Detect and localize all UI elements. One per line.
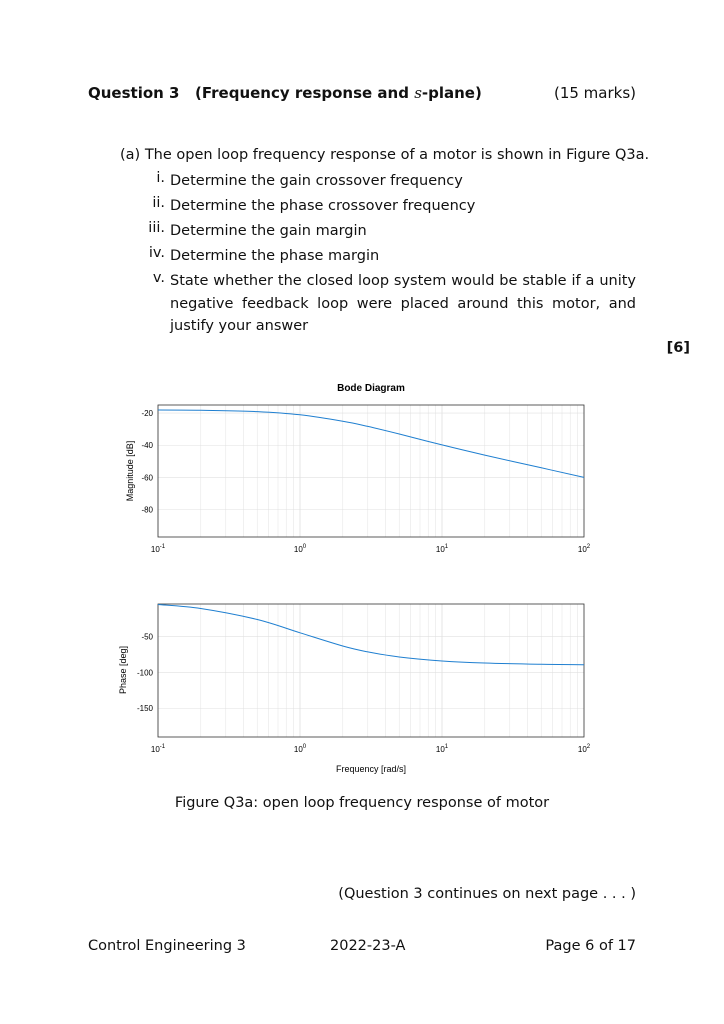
question-label: Question 3 [88,84,180,102]
x-tick-label [436,544,449,554]
magnitude-y-ticks [141,409,153,515]
x-tick-base: 10 [435,745,445,754]
x-tick-exp: 1 [444,744,449,750]
magnitude-ylabel: Magnitude [dB] [125,440,135,502]
footer-course: Control Engineering 3 [88,938,246,954]
item-text: State whether the closed loop system would be stable if a unity negative feedback loop were placed around this motor, and justify your answer [170,273,636,334]
y-tick-label: -50 [141,632,153,642]
phase-x-ticks [151,744,591,754]
item-num: i. [156,170,165,186]
item-text: Determine the gain crossover frequency [170,173,463,189]
x-tick-base: 10 [435,545,445,554]
x-tick-exp: 0 [302,744,307,750]
part-a-marks: [6] [666,340,690,356]
x-tick-label [436,744,449,754]
magnitude-grid [158,405,584,537]
magnitude-curve [158,410,584,477]
x-tick-label [294,544,307,554]
phase-plot [118,604,591,754]
x-tick-base: 10 [293,745,303,754]
footer-code: 2022-23-A [330,938,406,954]
x-tick-label [578,544,591,554]
y-tick-label: -60 [141,473,153,483]
magnitude-x-ticks [151,544,591,554]
item-text: Determine the phase margin [170,248,380,264]
item-text: Determine the gain margin [170,223,367,239]
y-tick-label: -150 [136,704,153,714]
x-tick-base: 10 [150,745,160,754]
x-tick-label [151,544,166,554]
y-tick-label: -100 [136,668,153,678]
footer-page: Page 6 of 17 [545,938,636,954]
question-marks: (15 marks) [553,84,636,102]
y-tick-label: -40 [141,441,153,451]
figure-caption: Figure Q3a: open loop frequency response of motor [174,795,550,811]
x-tick-base: 10 [577,745,587,754]
item-num: iv. [148,245,165,261]
y-tick-label: -20 [141,409,153,419]
phase-curve [158,605,584,665]
x-tick-base: 10 [150,545,160,554]
item-num: iii. [148,220,165,236]
item-num: ii. [152,195,165,211]
x-tick-exp: -1 [159,544,166,550]
chart-title: Bode Diagram [337,383,405,394]
phase-y-ticks [137,632,154,713]
x-tick-exp: 2 [586,544,591,550]
x-tick-base: 10 [293,545,303,554]
phase-ylabel: Phase [deg] [118,645,128,695]
phase-grid [158,604,584,737]
topic-suffix: -plane) [421,84,482,102]
item-text: Determine the phase crossover frequency [170,198,476,214]
chart-xlabel: Frequency [rad/s] [335,764,407,774]
phase-axes-box [158,604,584,737]
x-tick-label [578,744,591,754]
x-tick-label [151,744,166,754]
magnitude-axes-box [158,405,584,537]
topic-variable: s [414,84,422,102]
part-a-label: (a) [120,147,141,163]
item-num: v. [152,270,165,286]
part-a-text: The open loop frequency response of a motor is shown in Figure Q3a. [144,147,650,163]
x-tick-exp: 2 [586,744,591,750]
magnitude-plot [125,405,591,554]
x-tick-exp: -1 [159,744,166,750]
bode-diagram [0,370,724,780]
x-tick-exp: 0 [302,544,307,550]
part-a-intro [120,147,649,163]
topic-prefix: (Frequency response and [195,84,415,102]
x-tick-exp: 1 [444,544,449,550]
y-tick-label: -80 [141,505,153,515]
x-tick-base: 10 [577,545,587,554]
x-tick-label [294,744,307,754]
question-topic [195,84,482,102]
continuation-note: (Question 3 continues on next page . . . ) [338,886,636,902]
